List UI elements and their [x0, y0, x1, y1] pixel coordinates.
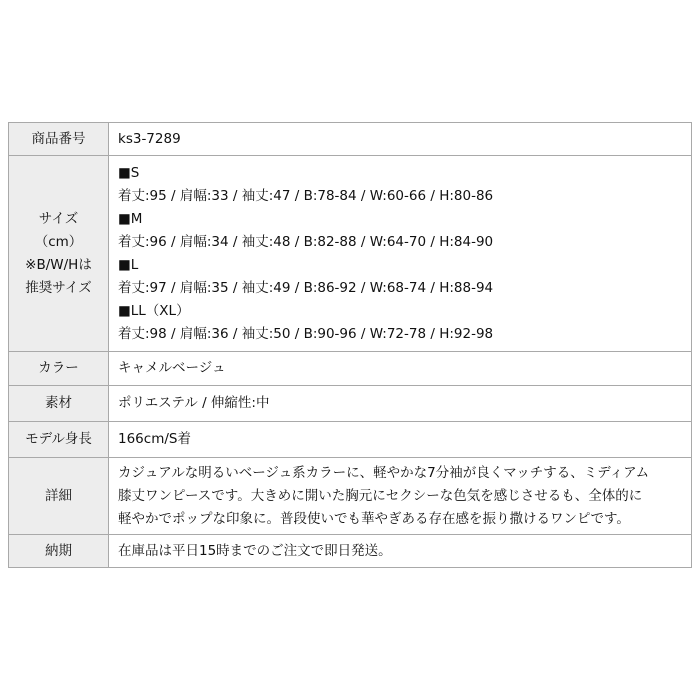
- spec-row-product-code: [9, 123, 692, 156]
- spec-row-detail: [9, 458, 692, 535]
- product-code-value: ks3-7289: [109, 123, 692, 156]
- spec-row-model-height: [9, 422, 692, 458]
- size-name-s: ■S: [118, 164, 140, 181]
- spec-row-color: [9, 352, 692, 386]
- detail-line: 軽やかでポップな印象に。普段使いでも華やぎある存在感を振り撒けるワンピです。: [118, 510, 630, 527]
- size-spec-l: 着丈:97 / 肩幅:35 / 袖丈:49 / B:86-92 / W:68-74 / H:88-94: [118, 279, 494, 296]
- spec-row-delivery: [9, 535, 692, 568]
- detail-label: 詳細: [9, 458, 109, 535]
- material-value: ポリエステル / 伸縮性:中: [109, 386, 692, 422]
- spec-row-material: [9, 386, 692, 422]
- size-label-line: （cm）: [34, 233, 83, 250]
- product-spec-table: [8, 122, 692, 568]
- model-height-label: モデル身長: [9, 422, 109, 458]
- size-label-line: 推奨サイズ: [25, 279, 92, 296]
- size-name-l: ■L: [118, 256, 139, 273]
- size-label-line: ※B/W/Hは: [25, 256, 92, 273]
- color-label: カラー: [9, 352, 109, 386]
- product-code-label: 商品番号: [9, 123, 109, 156]
- color-value: キャメルベージュ: [109, 352, 692, 386]
- model-height-value: 166cm/S着: [109, 422, 692, 458]
- size-name-m: ■M: [118, 210, 143, 227]
- detail-value: [109, 458, 692, 535]
- material-label: 素材: [9, 386, 109, 422]
- size-label: [9, 156, 109, 352]
- size-spec-ll: 着丈:98 / 肩幅:36 / 袖丈:50 / B:90-96 / W:72-78 / H:92-98: [118, 325, 494, 342]
- size-spec-m: 着丈:96 / 肩幅:34 / 袖丈:48 / B:82-88 / W:64-70 / H:84-90: [118, 233, 494, 250]
- spec-row-size: [9, 156, 692, 352]
- size-label-line: サイズ: [38, 210, 79, 227]
- size-name-ll: ■LL（XL）: [118, 302, 190, 319]
- delivery-label: 納期: [9, 535, 109, 568]
- delivery-value: 在庫品は平日15時までのご注文で即日発送。: [109, 535, 692, 568]
- detail-line: カジュアルな明るいベージュ系カラーに、軽やかな7分袖が良くマッチする、ミディアム: [118, 464, 650, 481]
- size-spec-s: 着丈:95 / 肩幅:33 / 袖丈:47 / B:78-84 / W:60-66 / H:80-86: [118, 187, 494, 204]
- size-value: [109, 156, 692, 352]
- detail-line: 膝丈ワンピースです。大きめに開いた胸元にセクシーな色気を感じさせるも、全体的に: [118, 487, 643, 504]
